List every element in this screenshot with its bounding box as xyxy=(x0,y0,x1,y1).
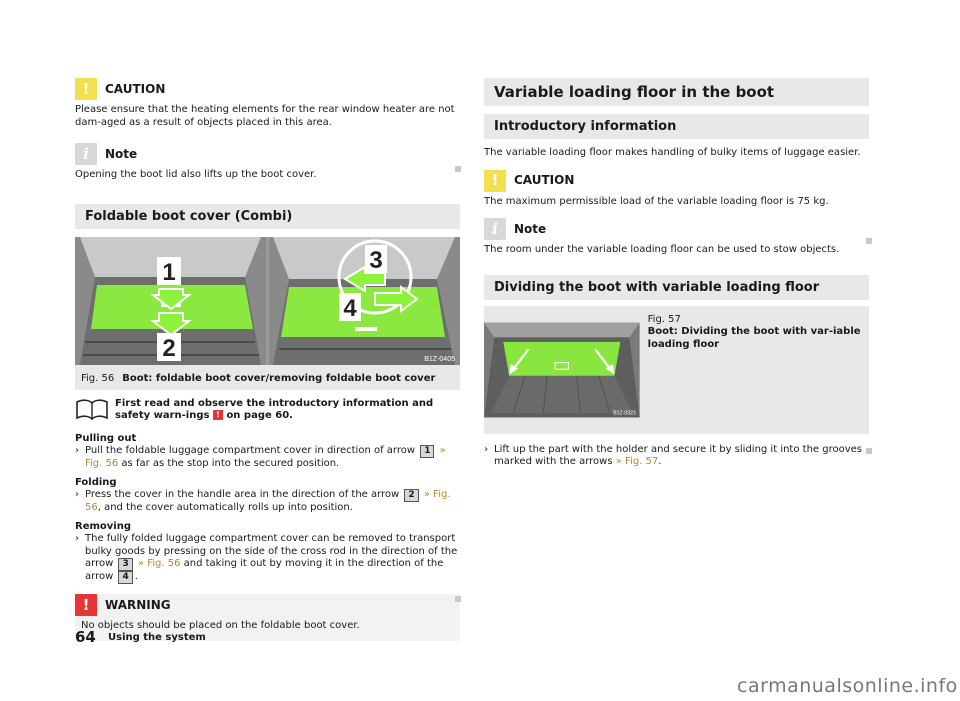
dividing-step xyxy=(484,444,869,469)
info-icon: i xyxy=(484,218,506,240)
end-mark xyxy=(866,238,872,244)
figure-label-3: 3 xyxy=(369,246,383,274)
page-number: 64 xyxy=(75,628,96,646)
first-read-text-a: First read and observe the introductory information and safety warn-ings xyxy=(115,397,434,421)
figure-label-2: 2 xyxy=(162,334,176,362)
figure-56-caption xyxy=(75,369,460,390)
fig-57-link[interactable]: » Fig. 57 xyxy=(615,456,659,467)
removing-text-b: and taking it out by moving it in the direction of the arrow xyxy=(85,558,444,582)
figure-label-4: 4 xyxy=(343,294,357,322)
removing-text-a: The fully folded luggage compartment cover can be removed to transport bulky goods by pressing on the side of the cross rod in the direction of the arrow xyxy=(85,533,458,569)
figure-57-caption-text: Boot: Dividing the boot with var-iable loading floor xyxy=(647,326,861,350)
pulling-out-heading: Pulling out xyxy=(75,432,137,444)
folding-step xyxy=(75,489,460,515)
figure-56-caption-text: Boot: foldable boot cover/removing foldable boot cover xyxy=(122,373,436,384)
info-icon: i xyxy=(75,143,97,165)
chevron-right-icon: › xyxy=(75,489,80,500)
arrow-ref-3: 3 xyxy=(118,558,132,571)
section-title-foldable: Foldable boot cover (Combi) xyxy=(75,204,460,229)
warning-text: No objects should be placed on the foldable boot cover. xyxy=(81,620,360,631)
note-text: Opening the boot lid also lifts up the boot cover. xyxy=(75,169,317,180)
folding-heading: Folding xyxy=(75,476,117,488)
folding-text-a: Press the cover in the handle area in the direction of the arrow xyxy=(85,489,400,500)
dividing-text xyxy=(494,444,869,469)
figure-57-label: Fig. 57 xyxy=(647,313,681,325)
caution-title: CAUTION xyxy=(105,81,166,96)
warning-header xyxy=(75,594,460,616)
watermark: carmanualsonline.info xyxy=(737,675,958,697)
pulling-out-step xyxy=(75,445,460,471)
pulling-out-text xyxy=(85,445,460,471)
warning-icon: ! xyxy=(75,594,97,616)
intro-title: Introductory information xyxy=(484,114,869,139)
removing-text xyxy=(85,533,460,584)
fig-56-link[interactable]: » Fig. 56 xyxy=(137,558,181,569)
right-column xyxy=(484,78,869,469)
open-book-icon xyxy=(75,398,109,420)
note-header xyxy=(75,143,460,165)
dividing-text-a: Lift up the part with the holder and secure it by sliding it into the grooves marked with the arrows xyxy=(494,443,862,467)
folding-text-b: , and the cover automatically rolls up into position. xyxy=(97,502,353,513)
caution-title-right: CAUTION xyxy=(514,173,575,187)
pulling-out-text-b: as far as the stop into the secured position. xyxy=(121,458,340,469)
figure-57 xyxy=(484,306,869,434)
end-mark xyxy=(455,166,461,172)
intro-text: The variable loading floor makes handling of bulky items of luggage easier. xyxy=(484,147,861,158)
caution-header xyxy=(75,78,460,100)
figure-57-image xyxy=(484,306,640,434)
figure-56-label: Fig. 56 xyxy=(81,373,115,384)
figure-56-image xyxy=(75,237,460,365)
fig-56-link[interactable]: » Fig. 56 xyxy=(85,489,451,513)
note-title: Note xyxy=(105,146,138,161)
figure-56 xyxy=(75,237,460,390)
removing-text-c: . xyxy=(134,571,138,582)
caution-icon: ! xyxy=(75,78,97,100)
note-title-right: Note xyxy=(514,221,547,236)
figure-57-code: B1Z-0323 xyxy=(613,409,636,416)
arrow-ref-1: 1 xyxy=(420,445,434,458)
caution-header-right xyxy=(484,170,869,192)
warning-small-icon: ! xyxy=(213,410,223,420)
arrow-ref-2: 2 xyxy=(404,489,418,502)
pulling-out-text-a: Pull the foldable luggage compartment cover in direction of arrow xyxy=(85,445,416,456)
warning-title: WARNING xyxy=(105,597,171,612)
removing-heading: Removing xyxy=(75,520,131,532)
folding-text xyxy=(85,489,460,515)
main-title: Variable loading floor in the boot xyxy=(484,78,869,106)
figure-code: B1Z-0405 xyxy=(424,355,455,363)
caution-text-right: The maximum permissible load of the variable loading floor is 75 kg. xyxy=(484,195,829,207)
first-read-text xyxy=(115,398,460,423)
footer-section: Using the system xyxy=(108,632,206,643)
arrow-ref-4: 4 xyxy=(118,571,132,584)
caution-icon: ! xyxy=(484,170,506,192)
figure-57-caption xyxy=(640,306,869,434)
note-header-right xyxy=(484,218,869,240)
chevron-right-icon: › xyxy=(75,445,80,456)
fig-56-link[interactable]: » Fig. 56 xyxy=(85,445,446,469)
dividing-text-end: . xyxy=(658,456,662,467)
end-mark xyxy=(866,448,872,454)
chevron-right-icon: › xyxy=(75,533,80,544)
first-read-text-b: on page 60. xyxy=(226,410,293,421)
chevron-right-icon: › xyxy=(484,443,489,455)
left-column xyxy=(75,78,460,641)
removing-step xyxy=(75,533,460,584)
figure-label-1: 1 xyxy=(162,258,176,286)
first-read-row xyxy=(75,398,460,423)
end-mark xyxy=(455,596,461,602)
section-title-dividing: Dividing the boot with variable loading floor xyxy=(484,275,869,300)
note-text-right: The room under the variable loading floor can be used to stow objects. xyxy=(484,244,840,255)
caution-text: Please ensure that the heating elements for the rear window heater are not dam-aged as a result of objects placed in this area. xyxy=(75,104,455,128)
